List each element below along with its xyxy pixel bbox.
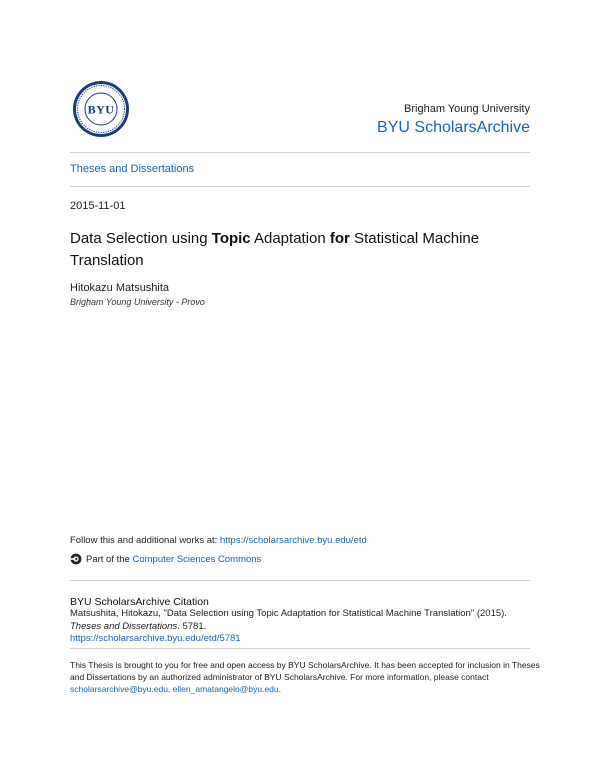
- institution-name: Brigham Young University: [404, 103, 530, 115]
- divider: [70, 580, 530, 581]
- citation-body: [70, 608, 540, 646]
- follow-line: [70, 535, 367, 546]
- publication-date: 2015-11-01: [70, 200, 126, 212]
- seal-text: BYU: [87, 102, 115, 117]
- access-notice-end: .: [278, 684, 282, 694]
- citation-text: Matsushita, Hitokazu, "Data Selection using Topic Adaptation for Statistical Machine Translation" (2015).: [70, 608, 507, 619]
- citation-series: Theses and Dissertations: [70, 620, 178, 632]
- byu-seal-logo: [72, 80, 130, 138]
- citation-url-link[interactable]: https://scholarsarchive.byu.edu/etd/5781: [70, 633, 241, 644]
- citation-heading: BYU ScholarsArchive Citation: [70, 596, 209, 608]
- divider: [70, 648, 530, 649]
- title-part: for: [329, 230, 350, 247]
- title-part: Topic: [211, 230, 251, 247]
- document-title: [70, 228, 530, 272]
- follow-url-link[interactable]: https://scholarsarchive.byu.edu/etd: [219, 535, 367, 546]
- part-of-line: [70, 553, 261, 565]
- title-part: Statistical Machine Translation: [70, 230, 480, 269]
- follow-prefix: Follow this and additional works at:: [70, 535, 220, 546]
- archive-name-link[interactable]: BYU ScholarsArchive: [377, 119, 530, 136]
- author-name: Hitokazu Matsushita: [70, 282, 170, 294]
- divider: [70, 186, 530, 187]
- collection-link[interactable]: Theses and Dissertations: [70, 163, 195, 175]
- open-access-icon: [70, 553, 82, 565]
- title-part: Data Selection using: [70, 230, 212, 247]
- part-of-prefix: Part of the: [86, 553, 133, 565]
- contact-email-link[interactable]: scholarsarchive@byu.edu, ellen_amatangelo@byu.edu: [70, 684, 279, 694]
- access-notice-text: This Thesis is brought to you for free and open access by BYU ScholarsArchive. It has been accepted for inclusion in Theses and Dissertations by an authorized administrator of BYU ScholarsArchive. For more information, please contact: [70, 660, 540, 682]
- computer-sciences-commons-link[interactable]: Computer Sciences Commons: [132, 553, 262, 565]
- author-affiliation: Brigham Young University - Provo: [70, 297, 205, 307]
- access-notice: [70, 659, 540, 695]
- citation-number: . 5781.: [177, 620, 207, 632]
- divider: [70, 152, 530, 153]
- title-part: Adaptation: [250, 230, 330, 247]
